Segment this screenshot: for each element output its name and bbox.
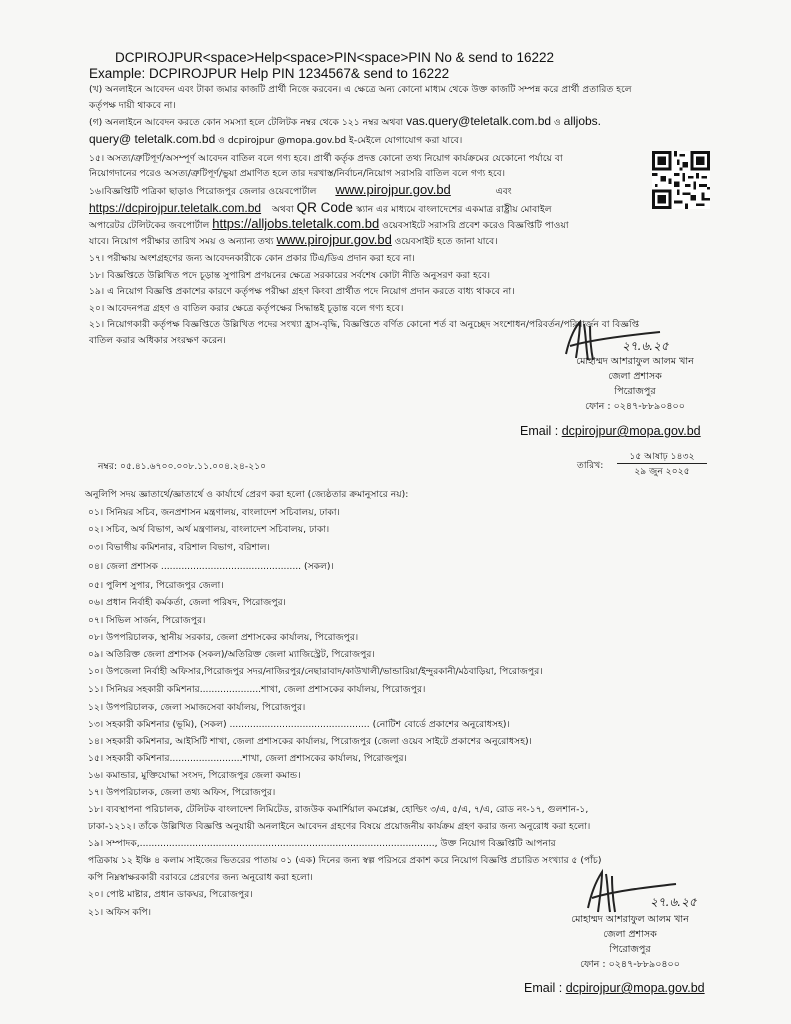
para-16-line-4 [89,234,498,248]
instruction-kha-1: (খ) অনলাইনে আবেদন এবং টাকা জমার কাজটি প্রার্থী নিজে করবেন। এ ক্ষেত্রে অন্য কোনো মাধ্যম থেকে উক্ত কাজটি সম্পন্ন করে প্রার্থী প্রতারিত হলে [89,84,632,95]
recipient-item-continued: ঢাকা-১২১২। তাঁকে উল্লিখিত বিজ্ঞপ্তি অনুযায়ী অনলাইনে আবেদন গ্রহণের বিষয়ে প্রয়োজনীয় কার্যক্রম গ্রহণ করার জন্য অনুরোধ করা হলো। [88,821,591,832]
instruction-ga-1 [89,115,601,129]
pirojpur-gov-link-2[interactable]: www.pirojpur.gov.bd [276,232,392,247]
para-19: ১৯। এ নিয়োগ বিজ্ঞপ্তি প্রকাশের কারণে কর্তৃপক্ষ পরীক্ষা গ্রহণ কিংবা প্রার্থীত পদে নিয়োগ প্রদান করতে বাধ্য থাকবে না। [89,286,515,297]
date-label: তারিখ: [577,460,604,471]
recipient-item: ১৮। ব্যবস্থাপনা পরিচালক, টেলিটক বাংলাদেশ লিমিটেড, রাজউক কমার্শিয়াল কমপ্লেক্স, হোল্ডিং ৩/এ, ৫/এ, ৭/এ, রোড নং-১৭, গুলশান-১, [88,804,589,815]
copy-intro: অনুলিপি সদয় জ্ঞাতার্থে/জ্ঞাতার্থে ও কার্যার্থে প্রেরণ করা হলো (জ্যেষ্ঠতার ক্রমানুসারে নয়): [85,489,409,500]
signatory-phone: ফোন : ০২৪৭-৮৮৯০৪০০ [580,959,680,970]
sms-format-line: DCPIROJPUR<space>Help<space>PIN<space>PIN No & send to 16222 [115,50,554,65]
para-16-text-5: যাবে। নিয়োগ পরীক্ষার তারিখ সময় ও অন্যান্য তথ্য [89,236,274,247]
recipient-item-continued: পত্রিকায় ১২ ইঞ্চি ৪ কলাম সাইজের ভিতরের পাতায় ০১ (এক) দিনের জন্য স্বল্প পরিসরে প্রকাশ করে নিয়োগ বিজ্ঞপ্তি প্রচারিত সংখ্যার ৫ (পাঁচ) [88,855,602,866]
date-english: ২৯ জুন ২০২৫ [634,466,690,477]
recipient-item: ১৬। কমান্ডার, মুক্তিযোদ্ধা সংসদ, পিরোজপুর জেলা কমান্ড। [88,770,301,781]
recipient-item: ০৯। অতিরিক্ত জেলা প্রশাসক (সকল)/অতিরিক্ত জেলা ম্যাজিস্ট্রেট, পিরোজপুর। [88,649,375,660]
signatory-title: জেলা প্রশাসক [608,371,662,382]
alljobs-teletalk-link[interactable]: https://alljobs.teletalk.com.bd [212,216,380,231]
instruction-ga-2-text: ও dcpirojpur @mopa.gov.bd ই-মেইলে যোগাযোগ করা যাবে। [218,135,463,146]
para-16-text-2: স্ক্যান এর মাধ্যমে বাংলাদেশের একমাত্র রাষ্ট্রীয় মোবাইল [355,204,552,215]
recipient-item: ০৩। বিভাগীয় কমিশনার, বরিশাল বিভাগ, বরিশাল। [88,542,270,553]
signature-block-2 [540,912,720,972]
pirojpur-gov-link[interactable]: www.pirojpur.gov.bd [335,182,451,197]
para-17: ১৭। পরীক্ষায় অংশগ্রহণের জন্য আবেদনকারীকে কোন প্রকার টিএ/ডিএ প্রদান করা হবে না। [89,253,415,264]
para-16-line-3 [89,218,569,232]
signature-date-2: ২৭.৬.২৫ [650,895,697,909]
para-16-line-1 [89,184,512,198]
para-16-text-1: ১৬।বিজ্ঞপ্তিটি পত্রিকা ছাড়াও পিরোজপুর জেলার ওয়েবপোর্টাল [89,186,317,197]
recipient-item: ০৬। প্রধান নির্বাহী কর্মকর্তা, জেলা পরিষদ, পিরোজপুর। [88,597,286,608]
dcpirojpur-teletalk-link[interactable]: https://dcpirojpur.teletalk.com.bd [89,201,262,215]
instruction-ga-2 [89,133,462,147]
recipient-item: ১২। উপপরিচালক, জেলা সমাজসেবা কার্যালয়, পিরোজপুর। [88,702,306,713]
alljobs-email-link[interactable]: alljobs. [563,114,602,128]
signatory-place: পিরোজপুর [614,386,656,397]
para-21-line-1: ২১। নিয়োগকারী কর্তৃপক্ষ বিজ্ঞপ্তিতে উল্লিখিত পদের সংখ্যা হ্রাস-বৃদ্ধি, বিজ্ঞপ্তিতে বর্ণিত কোনো শর্ত বা অনুচ্ছেদ সংশোধন/পরিবর্তন/পরিমার্জন বা বিজ্ঞপ্তি [89,319,640,330]
qr-code-icon[interactable] [652,151,710,209]
recipient-item-continued: কপি নিম্নস্বাক্ষরকারী বরাবরে প্রেরণের জন্য অনুরোধ করা হলো। [88,872,313,883]
email-label: Email : [520,424,559,438]
date-bangla: ১৫ আষাঢ় ১৪৩২ [617,451,707,464]
alljobs-query-email-link[interactable]: query@ teletalk.com.bd [89,132,216,146]
dc-email-link[interactable]: dcpirojpur@mopa.gov.bd [565,981,705,995]
para-16-text-3: অপারেটর টেলিটকের জবপোর্টাল [89,220,210,231]
signatory-title: জেলা প্রশাসক [603,929,657,940]
recipient-item: ১১। সিনিয়র সহকারী কমিশনার.....................শাখা, জেলা প্রশাসকের কার্যালয়, পিরোজপুর। [88,684,426,695]
email-label: Email : [524,981,563,995]
para-15-line-2: নিয়োগদানের পরেও অসত্য/ত্রুটিপূর্ণ/ভুয়া প্রমাণিত হলে তার দরখাস্ত/নির্বাচন/নিয়োগ সরাসরি বাতিল বলে গণ্য হবে। [89,168,506,179]
recipient-item: ১৯। সম্পাদক,....................................................................................................., উক্ত নিয়োগ বিজ্ঞপ্তিটি আপনার [88,838,556,849]
recipient-item: ১৭। উপপরিচালক, জেলা তথ্য অফিস, পিরোজপুর। [88,787,276,798]
recipient-item: ০৭। সিভিল সার্জন, পিরোজপুর। [88,615,206,626]
instruction-ga-1-conj: ও [553,117,561,128]
signatory-phone: ফোন : ০২৪৭-৮৮৯০৪০০ [585,401,685,412]
recipient-item: ১৩। সহকারী কমিশনার (ভূমি), (সকল) ................................................ (নোটিশ বোর্ডে প্রকাশের অনুরোধসহ)। [88,719,510,730]
sms-example-line: Example: DCPIROJPUR Help PIN 1234567& send to 16222 [89,66,450,81]
para-15-line-1: ১৫। অসত্য/ত্রুটিপূর্ণ/অসম্পূর্ণ আবেদন বাতিল বলে গণ্য হবে। প্রার্থী কর্তৃক প্রদত্ত কোনো তথ্য নিয়োগ কার্যক্রমের যেকোনো পর্যায়ে বা [89,153,563,164]
signatory-name: মোহাম্মদ আশরাফুল আলম খান [571,914,689,925]
recipient-item: ১৪। সহকারী কমিশনার, আইসিটি শাখা, জেলা প্রশাসকের কার্যালয়, পিরোজপুর (জেলা ওয়েব সাইটে প্রকাশের অনুরোধসহ)। [88,736,532,747]
signatory-name: মোহাম্মদ আশরাফুল আলম খান [576,356,694,367]
qr-code-label: QR Code [296,200,353,215]
para-16-or: অথবা [272,204,294,215]
signature-date-1: ২৭.৬.২৫ [622,339,669,353]
recipient-item: ২০। পোষ্ট মাষ্টার, প্রধান ডাকঘর, পিরোজপুর। [88,889,253,900]
para-16-text-6: ওয়েবসাইট হতে জানা যাবে। [394,236,498,247]
signature-block-1 [550,354,720,414]
recipient-item: ০৫। পুলিশ সুপার, পিরোজপুর জেলা। [88,580,224,591]
para-20: ২০। আবেদনপত্র গ্রহণ ও বাতিল করার ক্ষেত্রে কর্তৃপক্ষের সিদ্ধান্তই চূড়ান্ত বলে গণ্য হবে। [89,303,404,314]
para-16-line-2 [89,202,552,216]
signatory-email-line [520,425,701,437]
recipient-item: ১০। উপজেলা নির্বাহী অফিসার,পিরোজপুর সদর/নাজিরপুর/নেছারাবাদ/কাউখালী/ভান্ডারিয়া/ইন্দুরকানী/মঠবাড়িয়া, পিরোজপুর। [88,666,543,677]
recipient-item: ০৮। উপপরিচালক, স্থানীয় সরকার, জেলা প্রশাসকের কার্যালয়, পিরোজপুর। [88,632,359,643]
recipient-item: ১৫। সহকারী কমিশনার.........................শাখা, জেলা প্রশাসকের কার্যালয়, পিরোজপুর। [88,753,407,764]
dc-email-link[interactable]: dcpirojpur@mopa.gov.bd [561,424,701,438]
recipient-item: ২১। অফিস কপি। [88,907,152,918]
para-16-text-4: ওয়েবসাইটে সরাসরি প্রবেশ করেও বিজ্ঞপ্তিটি পাওয়া [382,220,569,231]
para-21-line-2: বাতিল করার অধিকার সংরক্ষণ করেন। [89,335,226,346]
instruction-ga-1-text: (গ) অনলাইনে আবেদন করতে কোন সমস্যা হলে টেলিটক নম্বর থেকে ১২১ নম্বর অথবা [89,117,404,128]
recipient-item: ০৪। জেলা প্রশাসক ................................................ (সকল)। [88,561,334,572]
signatory-email-line [524,982,705,994]
recipient-item: ০২। সচিব, অর্থ বিভাগ, অর্থ মন্ত্রণালয়, বাংলাদেশ সচিবালয়, ঢাকা। [88,524,330,535]
para-18: ১৮। বিজ্ঞপ্তিতে উল্লিখিত পদে চূড়ান্ত সুপারিশ প্রণয়নের ক্ষেত্রে সরকারের সর্বশেষ কোটা নীতি অনুসরণ করা হবে। [89,270,490,281]
para-16-conj: এবং [495,186,512,197]
signatory-place: পিরোজপুর [609,944,651,955]
recipient-item: ০১। সিনিয়র সচিব, জনপ্রশাসন মন্ত্রণালয়, বাংলাদেশ সচিবালয়, ঢাকা। [88,507,340,518]
memo-number: নম্বর: ০৫.৪১.৬৭০০.০০৮.১১.০০৪.২৪-২১০ [98,461,267,472]
vas-query-email-link[interactable]: vas.query@teletalk.com.bd [406,114,552,128]
instruction-kha-2: কর্তৃপক্ষ দায়ী থাকবে না। [89,100,176,111]
